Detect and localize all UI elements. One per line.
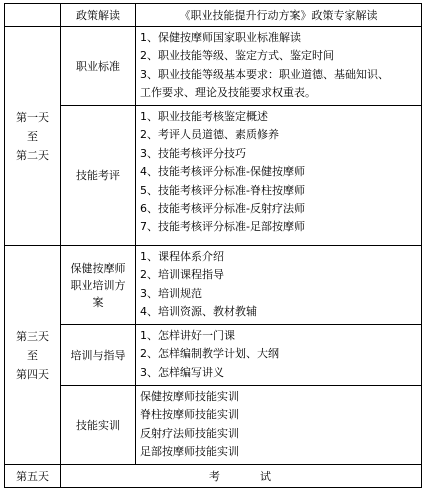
header-row (5, 4, 422, 27)
content-line: 保健按摩师技能实训 (140, 390, 239, 403)
content-line: 2、职业技能等级、鉴定方式、鉴定时间 (140, 49, 334, 63)
content-line: 6、技能考核评分标准-反射疗法师 (140, 201, 305, 215)
content-line: 1、怎样讲好一门课 (140, 329, 235, 342)
day-label-line: 至 (27, 348, 38, 362)
exam-row (5, 465, 422, 488)
module-name-line: 保健按摩师 (70, 261, 126, 275)
content-line: 1、课程体系介绍 (140, 250, 224, 263)
content-line: 3、怎样编写讲义 (140, 365, 224, 379)
content-line: 足部按摩师技能实训 (140, 445, 239, 459)
module-content (136, 246, 422, 325)
module-name-line: 职业培训方 (70, 278, 126, 292)
content-line: 5、技能考核评分标准-脊柱按摩师 (140, 183, 305, 197)
module-name-line: 职业标准 (76, 59, 120, 73)
exam-char: 试 (260, 470, 273, 483)
content-line: 1、保健按摩师国家职业标准解读 (140, 31, 301, 44)
content-column-header: 《职业技能提升行动方案》政策专家解读 (136, 4, 422, 27)
module-name (61, 106, 136, 246)
content-line: 2、怎样编制教学计划、大纲 (140, 347, 279, 361)
training-schedule-table (4, 3, 422, 488)
module-content (136, 27, 422, 106)
day-label-line: 至 (27, 129, 38, 143)
day-label-line: 第二天 (16, 148, 49, 162)
content-line: 脊柱按摩师技能实训 (140, 408, 239, 422)
module-name (61, 246, 136, 325)
day-label-3-4 (5, 246, 61, 465)
day-label-5: 第五天 (5, 465, 61, 488)
day-label-1-2 (5, 27, 61, 246)
module-name-line: 案 (92, 295, 104, 309)
content-line: 2、考评人员道德、素质修养 (140, 128, 279, 142)
content-line: 4、培训资源、教材教辅 (140, 305, 257, 319)
exam-label (61, 465, 422, 488)
module-content (136, 386, 422, 465)
module-name (61, 386, 136, 465)
module-name (61, 27, 136, 106)
exam-char: 考 (209, 470, 222, 483)
module-content (136, 325, 422, 386)
content-line: 7、技能考核评分标准-足部按摩师 (140, 220, 305, 234)
content-line: 4、技能考核评分标准-保健按摩师 (140, 165, 305, 179)
day-label-line: 第一天 (16, 110, 49, 124)
content-line: 3、职业技能等级基本要求：职业道德、基础知识、 (140, 67, 389, 81)
content-line: 反射疗法师技能实训 (140, 426, 239, 440)
day-label-line: 第四天 (16, 367, 49, 381)
module-content (136, 106, 422, 246)
content-line: 2、培训课程指导 (140, 268, 224, 282)
module-name-line: 技能实训 (76, 418, 120, 432)
section-row (5, 106, 422, 246)
module-column-header: 政策解读 (61, 4, 136, 27)
content-line: 1、职业技能考核鉴定概述 (140, 110, 268, 123)
section-row (5, 246, 422, 325)
day-column-header (5, 4, 61, 27)
content-line: 工作要求、理论及技能要求权重表。 (140, 86, 316, 100)
module-name-line: 技能考评 (76, 169, 120, 182)
module-name-line: 培训与指导 (70, 348, 126, 362)
day-label-line: 第三天 (16, 329, 49, 343)
section-row (5, 325, 422, 386)
section-row (5, 386, 422, 465)
module-name (61, 325, 136, 386)
content-line: 3、技能考核评分技巧 (140, 146, 246, 160)
content-line: 3、培训规范 (140, 286, 202, 300)
section-row (5, 27, 422, 106)
